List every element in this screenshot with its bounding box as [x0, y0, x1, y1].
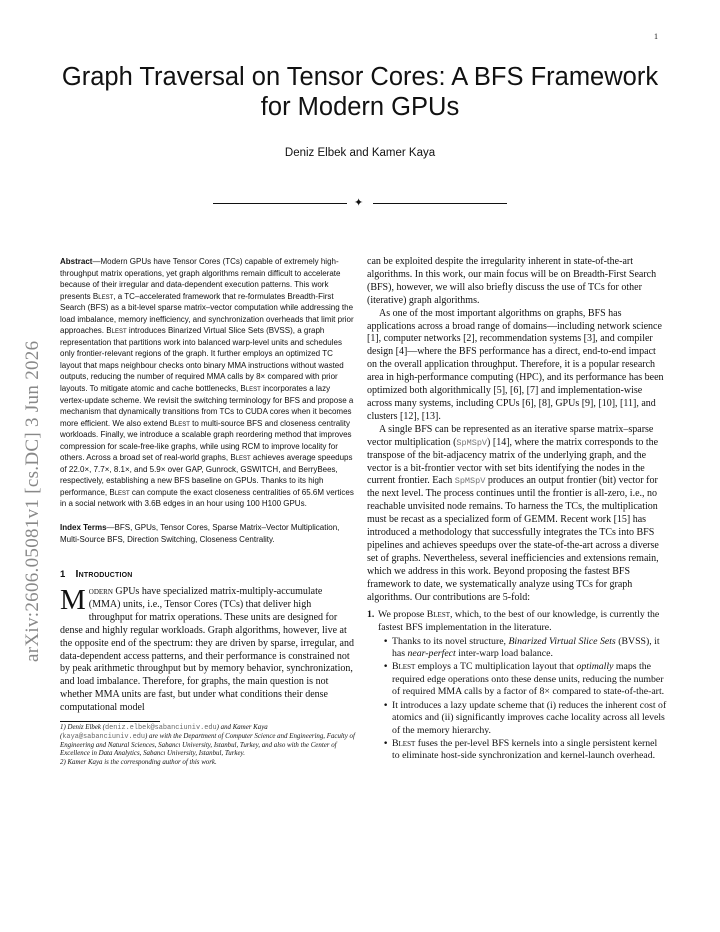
contribution-text: We propose: [378, 609, 427, 621]
arxiv-stamp-text: arXiv:2606.05081v1 [cs.DC] 3 Jun 2026: [22, 340, 43, 662]
arxiv-stamp: [6, 250, 56, 670]
section-title: Introduction: [75, 568, 133, 581]
body-text: ) [14], where the matrix corresponds to the transpose of the bit-adjacency matrix of the underlying graph, and the vector is a bit-frontier vector with set bits identifying the nodes in the current frontier. Each: [367, 436, 659, 487]
body-text: A single BFS can be represented as an iterative sparse matrix–sparse vector multiplication (: [367, 423, 654, 448]
footnote-rule: [60, 721, 160, 722]
footnote-1: [60, 724, 356, 759]
intro-paragraph: [60, 586, 356, 715]
intro-lead: odern: [88, 586, 113, 598]
blest-name: Blest: [169, 418, 190, 428]
index-terms: [60, 522, 356, 545]
body-paragraph: As one of the most important algorithms on graphs, BFS has applications across a broad range of domains—including network science [1], computer networks [2], recommendation systems [3], and compiler design [4]—where the BFS performance has a direct, end-to-end impact on the overall application throughput. Therefore, it is a popular research area in high-performance computing (HPC), and its performance has been optimized both algorithmically [5], [6], [7] and implementation-wise across many systems, including CPUs [6], [8], GPUs [9], [10], [11], and clusters [12], [13].: [367, 307, 664, 422]
bullet-emphasis: optimally: [576, 661, 614, 673]
contribution-item: [367, 609, 667, 762]
abstract: [60, 256, 356, 510]
blest-name: Blest: [392, 661, 416, 673]
contributions-list: [367, 609, 667, 762]
footnote-text: ) are with the Department of Computer Science and Engineering, Faculty of Engineering and Natural Sciences, Sabancı University, Istanbul, Turkey, and also with the Center of Excellence in Data Analytics, Sabancı University, Istanbul, Turkey.: [60, 732, 355, 758]
abstract-text-4: incorporates a lazy vertex-update scheme. We revisit the switching terminology for BFS and propose a mechanism that dynamically transitions from TCs to CUDA cores when it becomes more efficient. We also extend: [60, 384, 354, 428]
drop-cap: M: [60, 584, 86, 617]
blest-name: Blest: [392, 737, 416, 749]
bullet-text: inter-warp load balance.: [455, 648, 553, 660]
blest-name: Blest: [240, 384, 261, 394]
paper-title: Graph Traversal on Tensor Cores: A BFS Framework for Modern GPUs: [61, 63, 659, 121]
abstract-text-3: introduces Binarized Virtual Slice Sets (BVSS), a graph representation that partitions work into balanced warp-level units and schedules only frontier-relevant regions of the graph. It further employs an optimized TC layout that maps neighbour checks onto binary MMA instructions without wasted outputs, reducing the number of required MMA calls by 8× compared with prior layouts. To mitigate atomic and cache bottlenecks,: [60, 326, 344, 394]
abstract-text-6: achieves average speedups of 22.0×, 7.7×, 8.1×, and 5.9× over GAP, Gunrock, GSWITCH, and BerryBees, respectively, establishing a new BFS baseline on GPUs. Thanks to its high performance,: [60, 453, 353, 497]
left-column: [60, 256, 356, 768]
intro-text: GPUs have specialized matrix-multiply-accumulate (MMA) units, i.e., Tensor Cores (TCs) that deliver high throughput for matrix operations. These units are designed for dense and highly regular workloads. Graph algorithms, however, live at the opposite end of the spectrum: they are driven by sparse, irregular, and data-dependent access patterns, and their performance is constrained not by peak arithmetic throughput but by memory behavior, synchronization, and load imbalance. Therefore, for graphs, the main question is not whether MMA units are fast, but under what conditions their dense computational model: [60, 586, 354, 714]
blest-name: Blest: [92, 291, 114, 301]
blest-name: Blest: [106, 326, 127, 336]
abstract-label: Abstract: [60, 257, 93, 266]
bullet-item: [392, 661, 667, 698]
bullet-text: (BVSS), it has: [392, 635, 660, 660]
section-heading: [60, 568, 356, 580]
spmspv-term: SpMSpV: [456, 437, 488, 448]
bullet-item: [392, 636, 667, 661]
abstract-text-7: can compute the exact closeness centralities of 65.6M vertices in a social network with 3.6B edges in an hour using 100 H100 GPUs.: [60, 487, 354, 509]
bullet-item: • It introduces a lazy update scheme that (i) reduces the inherent cost of atomics and (ii) significantly improves cache locality across all levels of the memory hierarchy.: [392, 700, 667, 737]
footnote-text: 1) Deniz Elbek (: [60, 724, 105, 732]
abstract-text-5: to multi-source BFS and closeness centrality workloads. Finally, we introduce a scalable graph reordering method that improves compression for scale-free-like graphs, while using RCM to improve locality for others. Across a broad set of real-world graphs,: [60, 418, 352, 463]
blest-name: Blest: [230, 453, 251, 463]
body-text: produces an output frontier (bit) vector for the next level. The process continues until the frontier is all-zero, i.e., no reachable unvisited node remains. To harness the TCs, the multiplication must be recast as a specialized form of GEMM. Recent work [15] has introduced a methodology that successfully integrates the TCs into BFS pipelines and achieves speedups over the state-of-the-art across a diverse set of graphs. Nevertheless, several inefficiencies and extensions remain, which we address in this work. Beyond proposing the fastest BFS framework to date, we systematically analyze using TCs for graph algorithms. Our contributions are 5-fold:: [367, 475, 659, 603]
body-paragraph: [367, 424, 667, 605]
contribution-bullets: [378, 636, 667, 763]
author-list: Deniz Elbek and Kamer Kaya: [284, 147, 436, 159]
bullet-emphasis: near-perfect: [407, 648, 456, 660]
email-link[interactable]: deniz.elbek@sabanciuniv.edu: [104, 724, 217, 733]
blest-name: Blest: [109, 487, 130, 497]
bullet-emphasis: Binarized Virtual Slice Sets: [508, 635, 616, 647]
title-divider: [213, 196, 507, 210]
blest-name: Blest: [426, 609, 450, 621]
list-number: 1.: [367, 609, 375, 621]
section-number: 1: [60, 569, 66, 581]
footnote-text: ) and Kamer Kaya (: [60, 724, 268, 740]
spmspv-term: SpMSpV: [454, 476, 486, 487]
bullet-text: employs a TC multiplication layout that: [415, 661, 577, 673]
index-terms-label: Index Terms: [60, 523, 107, 533]
footnote-2: 2) Kamer Kaya is the corresponding author of this work.: [60, 759, 217, 767]
contribution-text: , which, to the best of our knowledge, is currently the fastest BFS implementation in the literature.: [378, 609, 660, 634]
bullet-text: fuses the per-level BFS kernels into a single persistent kernel to eliminate host-side synchronization and kernel-launch overhead.: [392, 737, 658, 762]
email-link[interactable]: kaya@sabanciuniv.edu: [62, 732, 145, 741]
abstract-text-1: —Modern GPUs have Tensor Cores (TCs) capable of extremely high-throughput matrix operations, yet graph algorithms remain difficult to accelerate because of their irregular and data-dependent execution patterns. This work presents: [60, 257, 341, 301]
abstract-text-2: , a TC–accelerated framework that re-formulates Breadth-First Search (BFS) as a bit-level sparse matrix–vector computation while addressing the load imbalance, memory inefficiency, and synchronization overheads that limit prior approaches.: [60, 291, 354, 336]
body-paragraph: can be exploited despite the irregularity inherent in state-of-the-art algorithms. In this work, our main focus will be on Breadth-First Search (BFS), however, we will also briefly discuss the use of TCs for other (iterative) graph algorithms.: [367, 256, 657, 306]
page-number: 1: [654, 32, 658, 41]
index-terms-text: —BFS, GPUs, Tensor Cores, Sparse Matrix–Vector Multiplication, Multi-Source BFS, Direction Switching, Closeness Centrality.: [60, 523, 340, 544]
bullet-text: Thanks to its novel structure,: [392, 635, 509, 647]
diamond-ornament-icon: ✦: [354, 196, 364, 209]
right-column: [367, 256, 667, 764]
bullet-text: maps the required edge operations onto these dense units, reducing the number of required MMA calls by a factor of 8× compared to state-of-the-art.: [392, 661, 665, 698]
bullet-item: [392, 738, 667, 763]
